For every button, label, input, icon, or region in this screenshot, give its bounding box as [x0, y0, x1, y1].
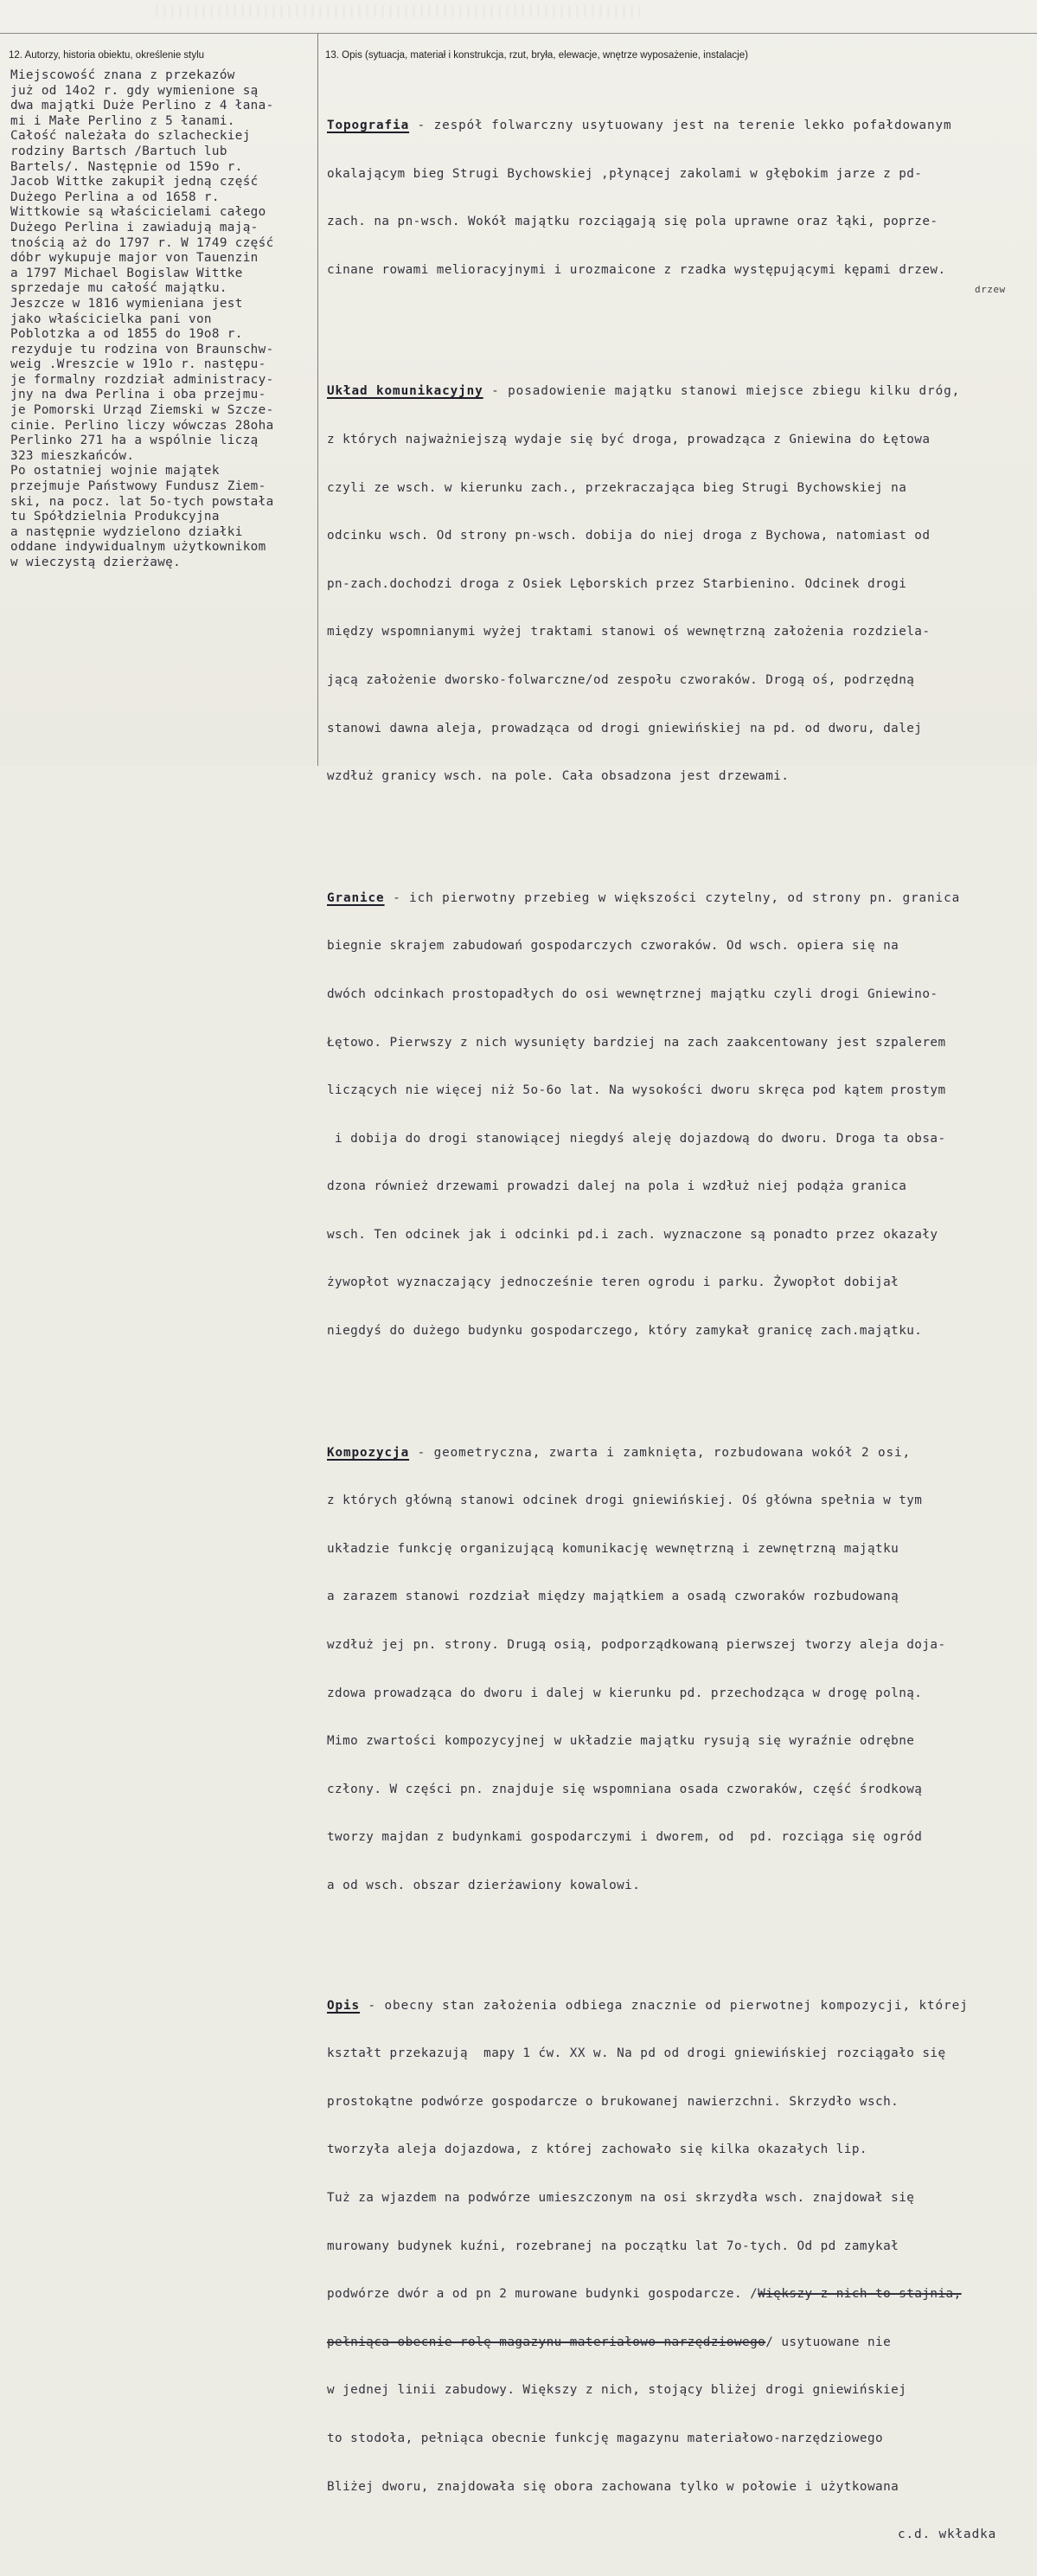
text-line: Wittkowie są właścicielami całego [10, 205, 266, 220]
topografia-first-line: Topografia - zespół folwarczny usytuowany jest na terenie lekko pofałdowanym [327, 119, 952, 132]
text-line: w wieczystą dzierżawę. [10, 556, 182, 569]
text-line: tworzy majdan z budynkami gospodarczymi i dworem, od pd. rozciąga się ogród [327, 1830, 923, 1845]
text-line: zdowa prowadząca do dworu i dalej w kierunku pd. przechodząca w drogę polną. [327, 1686, 923, 1700]
opis-strike-line-2: pełniąca obecnie rolę magazynu materiałowo-narzędziowego/ usytuowane nie [327, 2335, 892, 2349]
text-line: zach. na pn-wsch. Wokół majątku rozciągają się pola uprawne oraz łąki, poprze- [327, 215, 938, 229]
history-column [10, 68, 274, 571]
text-line: je Pomorski Urząd Ziemski w Szcze- [10, 403, 274, 418]
text-line: wzdłuż jej pn. strony. Drugą osią, podporządkowaną pierwszej tworzy aleja doja- [327, 1638, 946, 1653]
text-line: jny na dwa Perlina i oba przejmu- [10, 388, 266, 402]
text-line: liczących nie więcej niż 5o-6o lat. Na wysokości dworu skręca pod kątem prostym [327, 1083, 946, 1098]
text-line: Łętowo. Pierwszy z nich wysunięty bardziej na zach zaakcentowany jest szpalerem [327, 1035, 946, 1050]
text-line: to stodoła, pełniąca obecnie funkcję magazynu materiałowo-narzędziowego [327, 2431, 884, 2445]
column-divider [317, 33, 318, 766]
text-line: żywopłot wyznaczający jednocześnie teren ogrodu i parku. Żywopłot dobijał [327, 1275, 899, 1290]
text-line: odcinku wsch. Od strony pn-wsch. dobija do niej droga z Bychowa, natomiast od [327, 529, 931, 543]
text-line: kształt przekazują mapy 1 ćw. XX w. Na pd od drogi gniewińskiej rozciągało się [327, 2046, 946, 2061]
text-line: tu Spółdzielnia Produkcyjna [10, 510, 220, 524]
text-line: z których główną stanowi odcinek drogi gniewińskiej. Oś główna spełnia w tym [327, 1494, 923, 1508]
section-13-header: 13. Opis (sytuacja, materiał i konstrukcja, rzut, bryła, elewacje, wnętrze wyposażenie, instalacje) [325, 50, 748, 61]
text-line: dwóch odcinkach prostopadłych do osi wewnętrznej majątku czyli drogi Gniewino- [327, 986, 938, 1001]
insertion-note: drzew [975, 284, 1006, 295]
description-column [327, 69, 996, 2576]
text-line: w jednej linii zabudowy. Większy z nich, stojący bliżej drogi gniewińskiej [327, 2383, 907, 2398]
text-line: je formalny rozdział administracy- [10, 372, 274, 387]
text-line: a 1797 Michael Bogislaw Wittke [10, 266, 243, 280]
text-line: weig .Wreszcie w 191o r. następu- [10, 357, 266, 372]
text-line: Poblotzka a od 1855 do 19o8 r. [10, 327, 243, 342]
text-line: a zarazem stanowi rozdział między majątkiem a osadą czworaków rozbudowaną [327, 1590, 899, 1604]
text-line: pn-zach.dochodzi droga z Osiek Lęborskich przez Starbienino. Odcinek drogi [327, 576, 907, 591]
text-line: tworzyła aleja dojazdowa, z której zachowało się kilka okazałych lip. [327, 2142, 867, 2157]
text-line: Dużego Perlina i zawiadują mają- [10, 220, 259, 234]
text-line: Całość należała do szlacheckiej [10, 129, 251, 144]
text-line: a od wsch. obszar dzierżawiony kowalowi. [327, 1879, 641, 1892]
text-line: jącą założenie dworsko-folwarczne/od zespołu czworaków. Drogą oś, podrzędną [327, 672, 915, 687]
text-line: murowany budynek kuźni, rozebranej na początku lat 7o-tych. Od pd zamykał [327, 2239, 899, 2253]
text-line: Tuż za wjazdem na podwórze umieszczonym na osi skrzydła wsch. znajdował się [327, 2190, 915, 2205]
opis-heading: Opis [327, 1998, 361, 2013]
text-line: dwa majątki Duże Perlino z 4 łana- [10, 99, 274, 113]
text-line: dzona również drzewami prowadzi dalej na pola i wzdłuż niej podąża granica [327, 1179, 907, 1194]
text-line: jako właścicielka pani von [10, 312, 212, 326]
text-line: ski, na pocz. lat 5o-tych powstała [10, 494, 274, 509]
text-line: Miejscowość znana z przekazów [10, 68, 235, 82]
kompozycja-first-line: Kompozycja - geometryczna, zwarta i zamknięta, rozbudowana wokół 2 osi, [327, 1445, 912, 1460]
scan-smudge [156, 5, 640, 17]
text-line: z których najważniejszą wydaje się być droga, prowadząca z Gniewina do Łętowa [327, 432, 931, 446]
opis-first-line: Opis - obecny stan założenia odbiega znacznie od pierwotnej kompozycji, której [327, 1998, 969, 2013]
text-line: przejmuje Państwowy Fundusz Ziem- [10, 479, 266, 494]
granice-first-line: Granice - ich pierwotny przebieg w większości czytelny, od strony pn. granica [327, 890, 961, 905]
topografia-heading: Topografia [327, 119, 410, 132]
text-line: prostokątne podwórze gospodarcze o brukowanej nawierzchni. Skrzydło wsch. [327, 2094, 899, 2109]
text-line: oddane indywidualnym użytkownikom [10, 540, 266, 555]
text-line: sprzedaje mu całość majątku. [10, 281, 227, 296]
text-line: Mimo zwartości kompozycyjnej w układzie majątku rysują się wyraźnie odrębne [327, 1734, 915, 1749]
text-line: Bliżej dworu, znajdowała się obora zachowana tylko w połowie i użytkowana [327, 2479, 899, 2494]
text-line: Po ostatniej wojnie majątek [10, 464, 220, 479]
text-line: cinie. Perlino liczy wówczas 28oha [10, 418, 274, 433]
text-line: Jeszcze w 1816 wymieniana jest [10, 296, 243, 311]
text-line: układzie funkcję organizującą komunikację wewnętrzną i zewnętrzną majątku [327, 1541, 899, 1556]
text-line: 323 mieszkańców. [10, 448, 135, 463]
text-line: stanowi dawna aleja, prowadząca od drogi gniewińskiej na pd. od dworu, dalej [327, 721, 923, 736]
text-line: Bartels/. Następnie od 159o r. [10, 159, 243, 174]
text-line: wzdłuż granicy wsch. na pole. Cała obsadzona jest drzewami. [327, 769, 790, 784]
text-line: człony. W części pn. znajduje się wspomniana osada czworaków, część środkową [327, 1782, 923, 1796]
text-line: a następnie wydzielono działki [10, 524, 243, 539]
continuation-note: c.d. wkładka [898, 2528, 997, 2542]
text-line: między wspomnianymi wyżej traktami stanowi oś wewnętrzną założenia rozdziela- [327, 625, 931, 639]
text-line: Jacob Wittke zakupił jedną część [10, 175, 259, 190]
uklad-first-line: Układ komunikacyjny - posadowienie majątku stanowi miejsce zbiegu kilku dróg, [327, 384, 961, 399]
header-divider [0, 33, 1037, 34]
text-line: niegdyś do dużego budynku gospodarczego, który zamykał granicę zach.majątku. [327, 1324, 923, 1339]
text-line: i dobija do drogi stanowiącej niegdyś aleję dojazdową do dworu. Droga ta obsa- [327, 1131, 946, 1146]
text-line: Perlinko 271 ha a wspólnie liczą [10, 434, 259, 448]
struck-text: Większy z nich to stajnia, [758, 2287, 962, 2302]
text-line: czyli ze wsch. w kierunku zach., przekraczająca bieg Strugi Bychowskiej na [327, 480, 907, 495]
text-line: cinane rowami melioracyjnymi i urozmaicone z rzadka występującymi kępami drzew. [327, 262, 946, 277]
section-12-header: 12. Autorzy, historia obiektu, określenie stylu [9, 50, 205, 61]
text-line: biegnie skrajem zabudowań gospodarczych czworaków. Od wsch. opiera się na [327, 939, 899, 954]
text-line: rezyduje tu rodzina von Braunschw- [10, 342, 274, 357]
text-line: okalającym bieg Strugi Bychowskiej ,płynącej zakolami w głębokim jarze z pd- [327, 166, 923, 181]
granice-heading: Granice [327, 890, 385, 905]
text-line: mi i Małe Perlino z 5 łanami. [10, 113, 235, 128]
kompozycja-heading: Kompozycja [327, 1445, 410, 1460]
continuation-note-line [327, 2528, 996, 2543]
text-line: wsch. Ten odcinek jak i odcinki pd.i zach. wyznaczone są ponadto przez okazały [327, 1227, 938, 1242]
struck-text: pełniąca obecnie rolę magazynu materiałowo-narzędziowego [327, 2335, 766, 2349]
text-line: już od 14o2 r. gdy wymienione są [10, 83, 259, 98]
uklad-heading: Układ komunikacyjny [327, 384, 483, 399]
text-line: Dużego Perlina a od 1658 r. [10, 190, 220, 204]
text-line: rodziny Bartsch /Bartuch lub [10, 144, 227, 158]
text-line: dóbr wykupuje major von Tauenzin [10, 251, 259, 266]
opis-strike-line: podwórze dwór a od pn 2 murowane budynki gospodarcze. /Większy z nich to stajnia, [327, 2287, 962, 2302]
text-line: tnością aż do 1797 r. W 1749 część [10, 235, 274, 250]
